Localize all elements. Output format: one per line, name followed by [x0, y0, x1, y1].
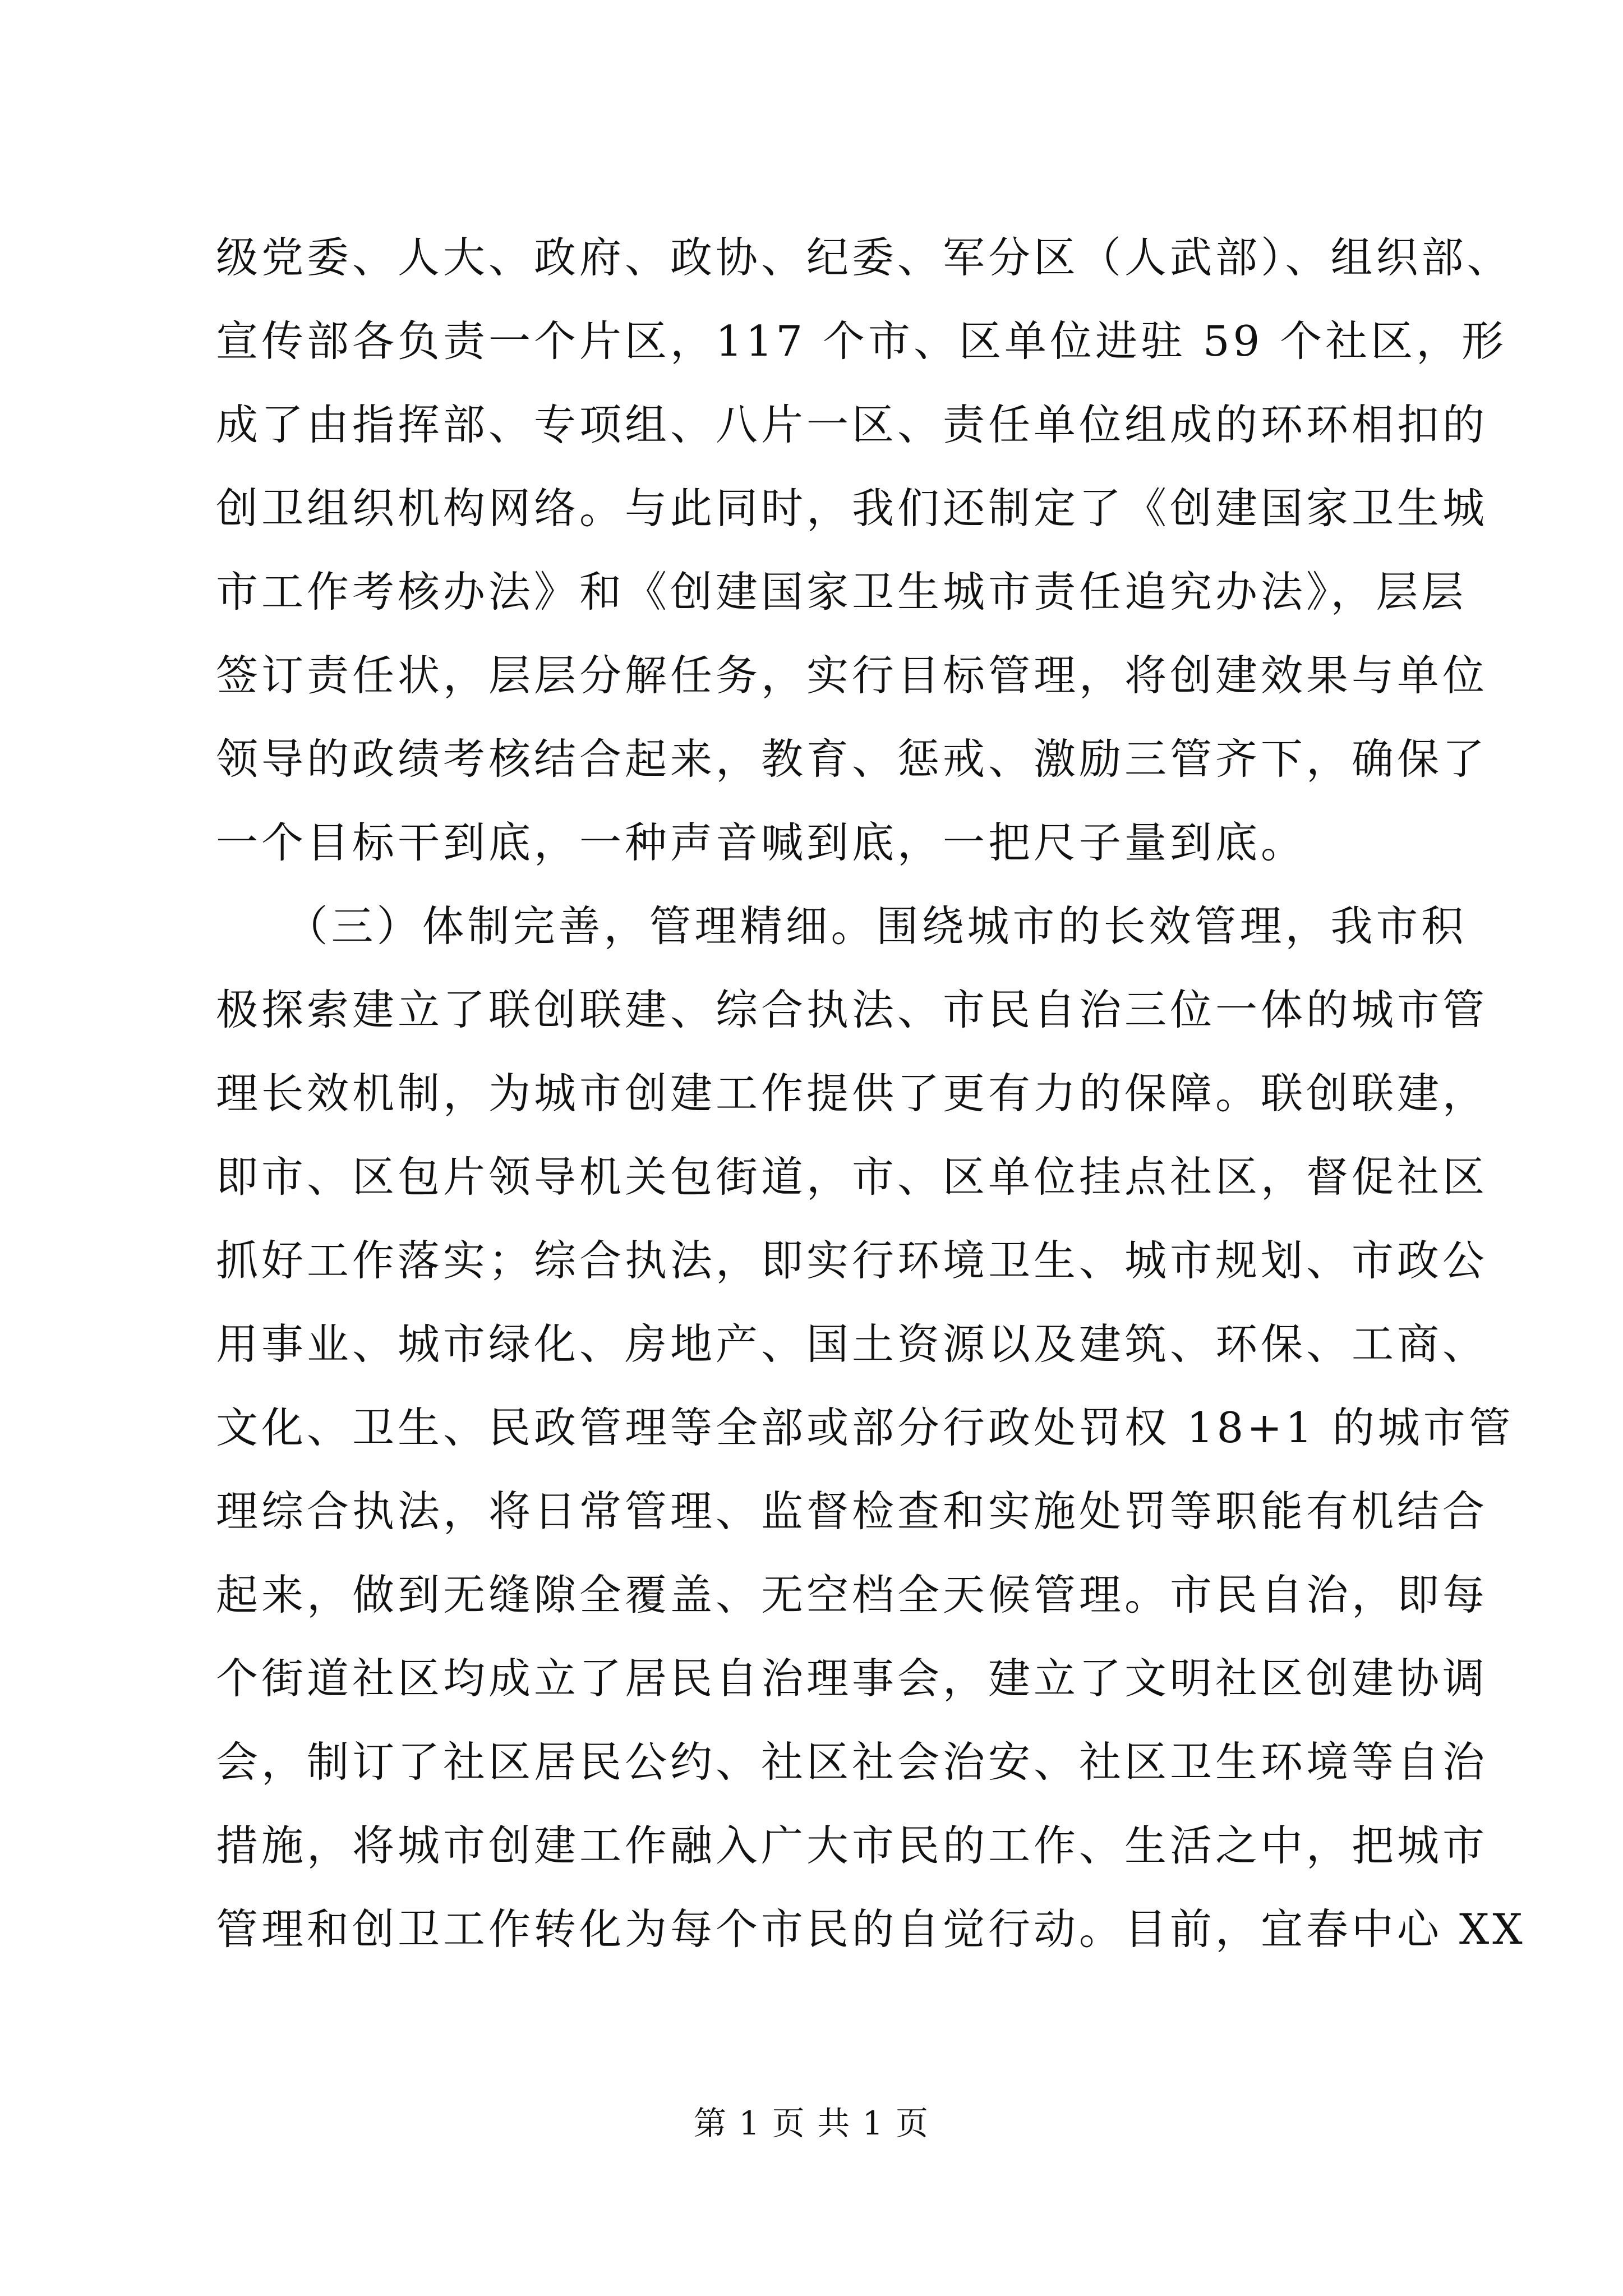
body-text: [216, 216, 1526, 1971]
text-line: 个街道社区均成立了居民自治理事会，建立了文明社区创建协调: [216, 1654, 1488, 1703]
text-line: 领导的政绩考核结合起来，教育、惩戒、激励三管齐下，确保了: [216, 734, 1488, 784]
text-line: 文化、卫生、民政管理等全部或部分行政处罚权 18+1 的城市管: [216, 1403, 1514, 1452]
text-line: 宣传部各负责一个片区，117 个市、区单位进驻 59 个社区，形: [216, 316, 1507, 366]
text-line: 成了由指挥部、专项组、八片一区、责任单位组成的环环相扣的: [216, 400, 1488, 449]
page-footer: [0, 2101, 1623, 2146]
text-line: 极探索建立了联创联建、综合执法、市民自治三位一体的城市管: [216, 985, 1488, 1034]
text-line: 会，制订了社区居民公约、社区社会治安、社区卫生环境等自治: [216, 1737, 1488, 1787]
text-line: （三）体制完善，管理精细。围绕城市的长效管理，我市积: [216, 901, 1467, 951]
text-line: 创卫组织机构网络。与此同时，我们还制定了《创建国家卫生城: [216, 484, 1488, 533]
text-line: 管理和创卫工作转化为每个市民的自觉行动。目前，宜春中心 XX: [216, 1904, 1526, 1954]
text-line: 起来，做到无缝隙全覆盖、无空档全天候管理。市民自治，即每: [216, 1570, 1488, 1619]
text-line: 措施，将城市创建工作融入广大市民的工作、生活之中，把城市: [216, 1821, 1488, 1870]
text-line: 市工作考核办法》和《创建国家卫生城市责任追究办法》，层层: [216, 567, 1467, 616]
text-line: 一个目标干到底，一种声音喊到底，一把尺子量到底。: [216, 818, 1307, 867]
text-line: 用事业、城市绿化、房地产、国土资源以及建筑、环保、工商、: [216, 1319, 1488, 1369]
text-line: 抓好工作落实；综合执法，即实行环境卫生、城市规划、市政公: [216, 1236, 1488, 1285]
text-line: 级党委、人大、政府、政协、纪委、军分区（人武部）、组织部、: [216, 233, 1513, 282]
page-number: 第 1 页 共 1 页: [694, 2104, 929, 2142]
text-line: 即市、区包片领导机关包街道，市、区单位挂点社区，督促社区: [216, 1152, 1488, 1202]
text-line: 签订责任状，层层分解任务，实行目标管理，将创建效果与单位: [216, 651, 1488, 700]
text-line: 理长效机制，为城市创建工作提供了更有力的保障。联创联建，: [216, 1069, 1488, 1118]
text-line: 理综合执法，将日常管理、监督检查和实施处罚等职能有机结合: [216, 1487, 1488, 1536]
